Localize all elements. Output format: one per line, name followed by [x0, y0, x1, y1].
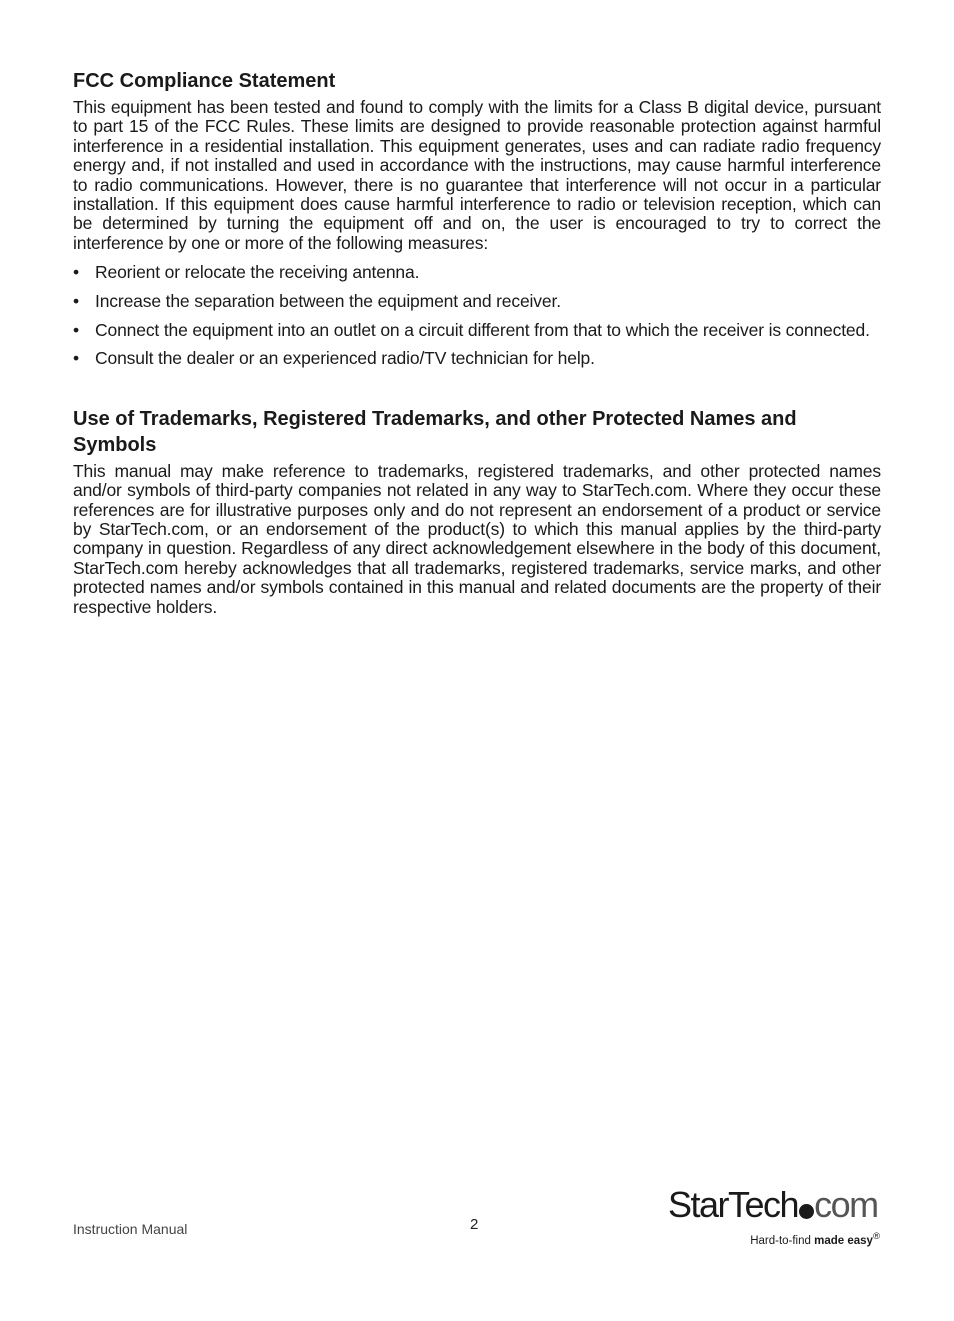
startech-logo — [668, 1185, 883, 1250]
fcc-paragraph: This equipment has been tested and found to comply with the limits for a Class B digital device, pursuant to part 15 of the FCC Rules. These limits are designed to provide reasonable protection against harmful interference in a residential installation. This equipment generates, uses and can radiate radio frequency energy and, if not installed and used in accordance with the instructions, may cause harmful interference to radio communications. However, there is no guarantee that interference will not occur in a particular installation. If this equipment does cause harmful interference to radio or television reception, which can be determined by turning the equipment off and on, the user is encouraged to try to correct the interference by one or more of the following measures: — [73, 97, 881, 253]
bullet-icon: • — [73, 319, 79, 340]
logo-dot-icon — [799, 1204, 814, 1219]
list-item-text: Increase the separation between the equipment and receiver. — [95, 290, 561, 311]
logo-word-com: com — [814, 1184, 878, 1225]
bullet-icon: • — [73, 348, 79, 369]
logo-tagline-light: Hard-to-find — [750, 1234, 815, 1247]
fcc-section — [73, 68, 881, 369]
trademarks-paragraph: This manual may make reference to trademarks, registered trademarks, and other protected names and/or symbols of third-party companies not related in any way to StarTech.com. Where they occur these references are for illustrative purposes only and do not represent an endorsement of a product or service by StarTech.com, or an endorsement of the product(s) to which this manual applies by the third-party company in question. Regardless of any direct acknowledgement elsewhere in the body of this document, StarTech.com hereby acknowledges that all trademarks, registered trademarks, service marks, and other protected names and/or symbols contained in this manual and related documents are the property of their respective holders. — [73, 460, 881, 617]
page-number: 2 — [470, 1216, 479, 1233]
logo-tagline-bold: made easy — [814, 1234, 873, 1247]
list-item — [73, 292, 881, 311]
list-item-text: Consult the dealer or an experienced radio/TV technician for help. — [95, 348, 595, 369]
list-item-text: Connect the equipment into an outlet on a circuit different from that to which the receiver is connected. — [95, 319, 870, 340]
list-item — [73, 321, 881, 340]
registered-mark: ® — [872, 1231, 880, 1242]
logo-tagline — [750, 1231, 880, 1247]
logo-wordmark — [668, 1185, 878, 1225]
bullet-icon: • — [73, 290, 79, 311]
list-item — [73, 263, 881, 282]
bullet-icon: • — [73, 262, 79, 283]
fcc-measures-list — [73, 263, 881, 369]
document-page — [73, 68, 881, 617]
fcc-heading: FCC Compliance Statement — [73, 70, 336, 92]
list-item — [73, 349, 881, 368]
logo-word-main: StarTech — [668, 1184, 799, 1225]
footer-document-type: Instruction Manual — [73, 1221, 188, 1237]
trademarks-section — [73, 406, 881, 617]
trademarks-heading: Use of Trademarks, Registered Trademarks, and other Protected Names and Symbols — [73, 407, 797, 456]
list-item-text: Reorient or relocate the receiving antenna. — [95, 262, 420, 283]
